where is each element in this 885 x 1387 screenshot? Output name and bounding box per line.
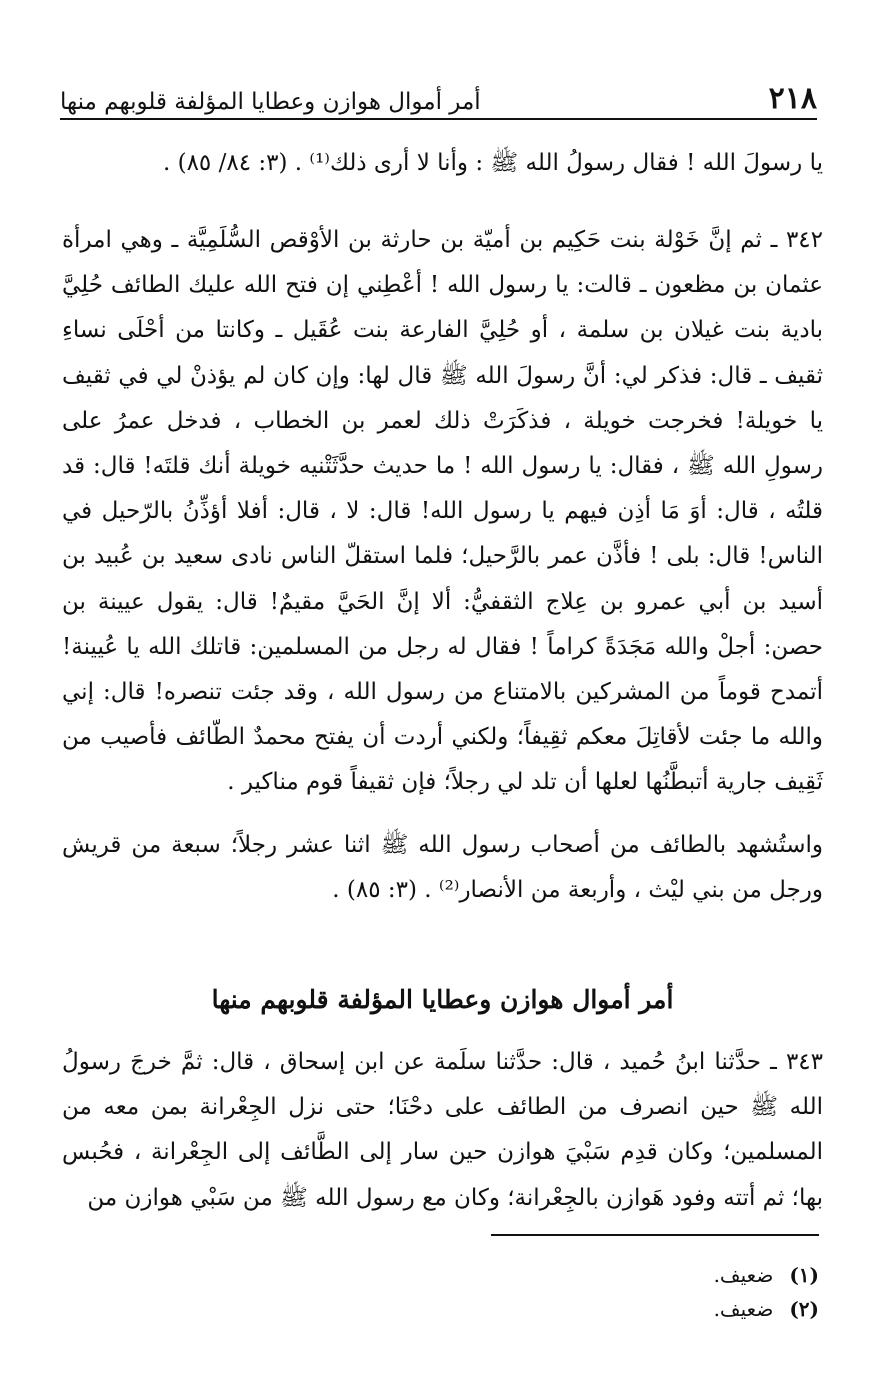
- running-header: [60, 76, 817, 120]
- footnote-divider: [491, 1234, 819, 1236]
- section-heading: أمر أموال هوازن وعطايا المؤلفة قلوبهم منها: [211, 985, 674, 1014]
- footnote-text: ضعيف.: [713, 1263, 774, 1287]
- paragraph-342: ٣٤٢ ـ ثم إنَّ خَوْلة بنت حَكِيم بن أميّة بن حارثة بن الأوْقص السُّلَمِيَّة ـ وهي امرأة عثمان بن مظعون ـ قالت: يا رسول الله ! أعْطِني إن فتح الله عليك الطائف حُلِيَّ بادية بنت غيلان بن سلمة ، أو حُلِيَّ الفارعة بنت عُقَيل ـ وكانتا من أحْلَى نساءِ ثقيف ـ قال: فذكر لي: أنَّ رسولَ الله ﷺ قال لها: وإن كان لم يؤذنْ لي في ثقيف يا خويلة! فخرجت خويلة ، فذكَرَتْ ذلك لعمر بن الخطاب ، فدخل عمرُ على رسولِ الله ﷺ ، فقال: يا رسول الله ! ما حديث حدَّثَتْنيه خويلة أنك قلتَه! قال: قد قلتُه ، قال: أوَ مَا أذِن فيهم يا رسول الله! قال: لا ، قال: أفلا أؤذِّنُ بالرّحيل في الناس! قال: بلى ! فأذَّن عمر بالرَّحيل؛ فلما استقلّ الناس نادى سعيد بن عُبيد بن أسيد بن أبي عمرو بن عِلاج الثقفيُّ: ألا إنَّ الحَيَّ مقيمٌ! قال: يقول عيينة بن حصن: أجلْ والله مَجَدَةً كراماً ! فقال له رجل من المسلمين: قاتلك الله يا عُيينة! أتمدح قوماً من المشركين بالامتناع من رسول الله ، وقد جئت تنصره! قال: إني والله ما جئت لأقاتِلَ معكم ثقِيفاً؛ ولكني أردت أن يفتح محمدٌ الطّائف فأصيب من ثَقِيف جارية أتبطَّنُها لعلها أن تلد لي رجلاً؛ فإن ثقيفاً قوم مناكير .: [62, 227, 823, 796]
- paragraph-343: ٣٤٣ ـ حدَّثنا ابنُ حُميد ، قال: حدَّثنا سلَمة عن ابن إسحاق ، قال: ثمَّ خرجَ رسولُ الله ﷺ حين انصرف من الطائف على دحْنَا؛ حتى نزل الجِعْرانة بمن معه من المسلمين؛ وكان قدِم سَبْيَ هوازن حين سار إلى الطَّائف إلى الجِعْرانة ، فحُبس بها؛ ثم أتته وفود هَوازن بالجِعْرانة؛ وكان مع رسول الله ﷺ من سَبْي هوازن من: [62, 1049, 823, 1211]
- page-number: ٢١٨: [768, 81, 817, 116]
- footnote-number: (٢): [789, 1297, 819, 1321]
- footnotes: [319, 1258, 819, 1326]
- footnote-1: [319, 1258, 819, 1292]
- footnote-2: [319, 1292, 819, 1326]
- running-title: أمر أموال هوازن وعطايا المؤلفة قلوبهم منها: [60, 89, 481, 115]
- footnote-number: (١): [789, 1263, 819, 1287]
- footnote-text: ضعيف.: [713, 1297, 774, 1321]
- intro-paragraph: يا رسولَ الله ! فقال رسولُ الله ﷺ : وأنا لا أرى ذلك⁽¹⁾ . (٣: ٨٤/ ٨٥) .: [162, 150, 823, 176]
- martyrs-paragraph: واستُشهد بالطائف من أصحاب رسول الله ﷺ اثنا عشر رجلاً؛ سبعة من قريش ورجل من بني ليْث ، وأربعة من الأنصار⁽²⁾ . (٣: ٨٥) .: [62, 832, 823, 904]
